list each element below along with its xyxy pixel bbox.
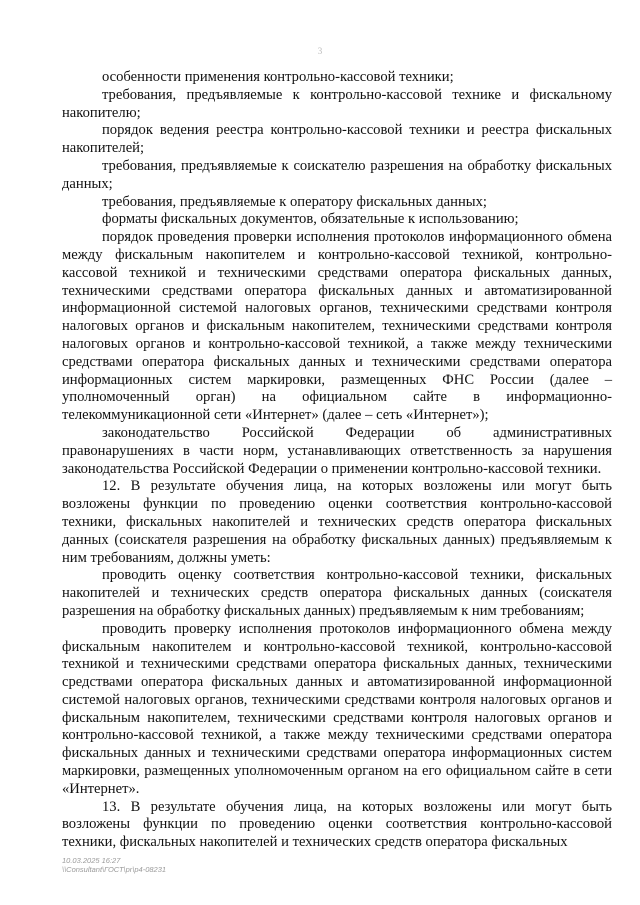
paragraph-item-13: 13. В результате обучения лица, на которых возложены или могут быть возложены функции по проведению оценки соответствия контрольно-кассовой техники, фискальных накопителей и технических средств оператора фискальных <box>62 798 612 851</box>
paragraph: требования, предъявляемые к контрольно-кассовой технике и фискальному накопителю; <box>62 86 612 121</box>
paragraph: порядок ведения реестра контрольно-кассовой техники и реестра фискальных накопителей; <box>62 122 612 157</box>
page-number: 3 <box>317 46 323 56</box>
footer-timestamp: 10.03.2025 16:27 <box>62 856 121 865</box>
paragraph-item-12: 12. В результате обучения лица, на которых возложены или могут быть возложены функции по проведению оценки соответствия контрольно-кассовой техники, фискальных накопителей и технических средств оператора фискальных данных (соискателя разрешения на обработку фискальных данных) предъявляемым к ним требованиям, должны уметь: <box>62 478 612 566</box>
paragraph: требования, предъявляемые к соискателю разрешения на обработку фискальных данных; <box>62 157 612 192</box>
paragraph: проводить проверку исполнения протоколов информационного обмена между фискальным накопителем и контрольно-кассовой техникой, контрольно-кассовой техникой и техническими средствами оператора фискальных данных, техническими средствами оператора фискальных данных и автоматизированной информационной системой налоговых органов, техническими средствами контроля налоговых органов и фискальным накопителем, техническими средствами контроля налоговых органов и контрольно-кассовой техникой, а также между техническими средствами оператора фискальных данных и техническими средствами оператора информационных систем маркировки, размещенных уполномоченным органом на его официальном сайте в сети «Интернет». <box>62 620 612 797</box>
document-body <box>62 69 612 852</box>
paragraph: порядок проведения проверки исполнения протоколов информационного обмена между фискальным накопителем и контрольно-кассовой техникой, контрольно-кассовой техникой и техническими средствами оператора фискальных данных, техническими средствами оператора фискальных данных и автоматизированной информационной системой налоговых органов, техническими средствами контроля налоговых органов и фискальным накопителем, техническими средствами контроля налоговых органов и контрольно-кассовой техникой, а также между техническими средствами оператора фискальных данных и техническими средствами оператора информационных систем маркировки, размещенных ФНС России (далее – уполномоченный орган) на официальном сайте в информационно-телекоммуникационной сети «Интернет» (далее – сеть «Интернет»); <box>62 229 612 424</box>
paragraph: форматы фискальных документов, обязательные к использованию; <box>102 211 519 228</box>
paragraph: законодательство Российской Федерации об административных правонарушениях в части норм, устанавливающих ответственность за нарушения законодательства Российской Федерации о применении контрольно-кассовой техники. <box>62 424 612 477</box>
paragraph: особенности применения контрольно-кассовой техники; <box>102 69 454 85</box>
footer-file-path: \\Consultant\ГОСТ\pr\p4-08231 <box>62 865 167 874</box>
footer-stamp <box>62 856 166 874</box>
paragraph: требования, предъявляемые к оператору фискальных данных; <box>102 193 487 210</box>
paragraph: проводить оценку соответствия контрольно-кассовой техники, фискальных накопителей и технических средств оператора фискальных данных (соискателя разрешения на обработку фискальных данных) предъявляемым к ним требованиям; <box>62 567 612 619</box>
